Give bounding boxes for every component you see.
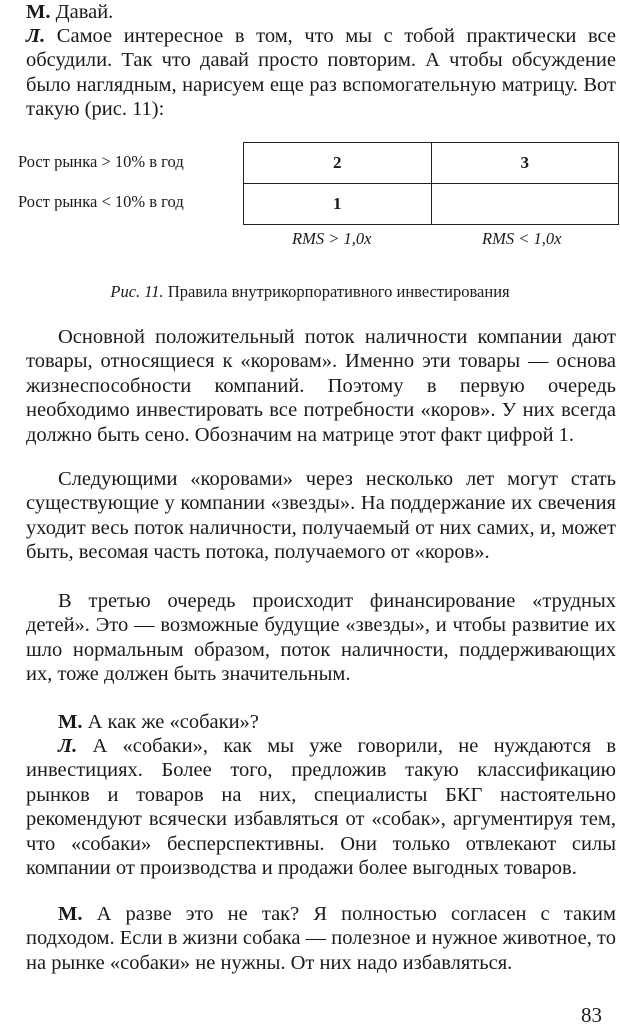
dialogue-m-1 <box>26 0 616 24</box>
caption-text: Правила внутрикорпоративного инвестирования <box>163 282 510 301</box>
speaker-label: М. <box>58 711 83 733</box>
dialogue-text: Самое интересное в том, что мы с тобой практически все обсудили. Так что давай просто повторим. А чтобы обсуждение было наглядным, нарисуем еще раз вспомогательную матрицу. Вот такую (рис. 11): <box>26 25 616 121</box>
dialogue-m-3 <box>26 902 616 975</box>
matrix-cell: 2 <box>244 143 432 184</box>
body-paragraph: Основной положительный поток наличности компании дают товары, относящиеся к «коровам». Именно эти товары — основа жизнеспособности компаний. Поэтому в первую очередь необходимо инвестировать все потребности «коров». У них всегда должно быть сено. Обозначим на матрице этот факт цифрой 1. <box>26 326 616 446</box>
speaker-label: М. <box>58 903 83 925</box>
column-label-rms-high: RMS > 1,0x <box>292 229 372 248</box>
matrix-cell <box>431 184 619 225</box>
speaker-label: Л. <box>58 735 78 757</box>
page-number: 83 <box>581 1003 602 1027</box>
dialogue-text: А как же «собаки»? <box>82 711 259 733</box>
dialogue-text: А разве это не так? Я полностью согласен с таким подходом. Если в жизни собака — полезное и нужное животное, то на рынке «собаки» не нужны. От них надо избавляться. <box>26 903 616 974</box>
body-paragraph: Следующими «коровами» через несколько лет могут стать существующие у компании «звезды». На поддержание их свечения уходит весь поток наличности, получаемый от них самих, и, может быть, весомая часть потока, получаемого от «коров». <box>26 468 616 564</box>
speaker-label: Л. <box>26 25 46 47</box>
row-label-low-growth: Рост рынка < 10% в год <box>18 192 184 211</box>
figure-caption <box>0 281 620 303</box>
dialogue-m-2 <box>26 710 616 734</box>
dialogue-l-2 <box>26 734 616 880</box>
body-paragraph: В третью очередь происходит финансирование «трудных детей». Это — возможные будущие «звезды», и чтобы развитие их шло нормальным образом, поток наличности, поддерживающих их, тоже должен быть значительным. <box>26 590 616 686</box>
speaker-label: М. <box>26 1 51 23</box>
row-label-high-growth: Рост рынка > 10% в год <box>18 152 184 171</box>
dialogue-l-1 <box>26 24 616 122</box>
column-label-rms-low: RMS < 1,0x <box>482 229 562 248</box>
investment-matrix <box>243 142 619 225</box>
matrix-cell: 1 <box>244 184 432 225</box>
caption-number: Рис. 11. <box>110 282 164 301</box>
dialogue-text: Давай. <box>50 1 114 23</box>
matrix-cell: 3 <box>431 143 619 184</box>
dialogue-text: А «собаки», как мы уже говорили, не нуждаются в инвестициях. Более того, предложив такую классификацию рынков и товаров на них, специалисты БКГ настоятельно рекомендуют всячески избавляться от «собак», аргументируя тем, что «собаки» бесперспективны. Они только отвлекают силы компании от производства и продажи более выгодных товаров. <box>26 735 616 880</box>
